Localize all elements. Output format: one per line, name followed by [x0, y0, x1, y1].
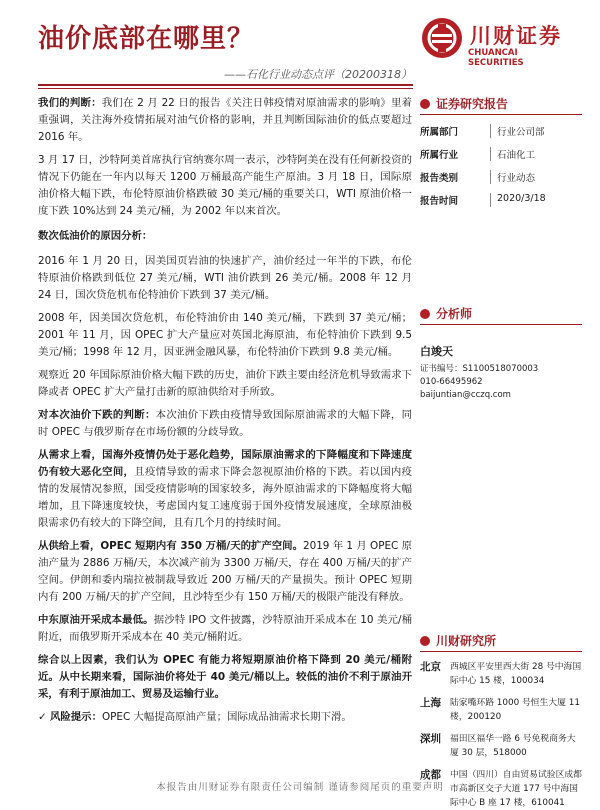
paragraph-conclusion [38, 652, 412, 703]
address-city: 成都 [420, 769, 441, 781]
logo-cn-text: 川财证券 [470, 23, 562, 48]
info-value: 行业公司部 [490, 124, 545, 138]
institute-section-title: 川财研究所 [436, 634, 497, 648]
conclusion-a: 综合以上因素，我们认为 OPEC 有能力将短期原油价格下降到 20 美元/桶附近。 [38, 654, 412, 683]
info-row-dept [420, 124, 582, 138]
analyst-phone: 010-66495962 [420, 377, 483, 387]
report-section-header [420, 95, 582, 115]
info-row-industry [420, 147, 582, 161]
info-key: 所属行业 [420, 150, 459, 161]
info-key: 所属部门 [420, 127, 459, 138]
paragraph-history: 观察近 20 年国际原油价格大幅下跌的历史，油价下跌主要由经济危机导致需求下降或者 OPEC 扩大产量打击新的原油供给对手所致。 [38, 369, 412, 398]
analyst-name: 白竣天 [420, 345, 453, 358]
address-city: 深圳 [420, 733, 441, 745]
info-key: 报告类别 [420, 173, 459, 184]
analyst-icon [420, 309, 430, 319]
company-logo [422, 16, 572, 68]
address-text: 西城区平安里西大街 28 号中海国际中心 15 楼，100034 [450, 662, 582, 686]
paragraph-saudi: 3 月 17 日，沙特阿美首席执行官纳赛尔周一表示，沙特阿美在没有任何新投资的情况下仍能在一年内以每天 1200 万桶最高产能生产原油。3 月 18 日，国际原油价格大幅下跌，布伦特原油价格跌破 30 美元/桶的重要关口，WTI 原油价格一度下跌 10%达到 24 美元/桶，为 2002 年以来首次。 [38, 154, 412, 217]
report-section-title: 证券研究报告 [436, 97, 509, 111]
demand-text: 且疫情导致的需求下降会忽视原油价格的下跌。若以国内疫情的发展情况参照，国受疫情影响的国家较多，海外原油需求的下降幅度将大幅增加，且下降速度较快，考虑国内复工速度弱于国外疫情发展速度，全球原油极限需求仍有较大的下降空间，且有几个月的持续时间。 [38, 466, 412, 529]
conclusion-b: 从中长期来看，国际油价将处于 40 美元/桶以上。较低的油价不利于原油开采，有利于原油加工、贸易及运输行业。 [38, 671, 412, 700]
logo-en-text: CHUANCAI SECURITIES [468, 48, 524, 68]
institute-section-header [420, 632, 582, 652]
analyst-section-header [420, 305, 582, 325]
current-lead: 对本次油价下跌的判断： [38, 409, 156, 421]
footer-disclaimer: 本报告由川财证券有限责任公司编制 谨请参阅尾页的重要声明 [156, 782, 444, 793]
analyst-cert: 证书编号：S1100518070003 [420, 364, 539, 374]
sidebar [420, 95, 582, 810]
paragraph-2008: 2008 年，因美国次贷危机，布伦特油价由 140 美元/桶，下跌到 37 美元/桶；2001 年 11 月，因 OPEC 扩大产量应对英国北海原油，布伦特油价下跌到 9.5 美元/桶；1998 年 12 月，因亚洲金融风暴，布伦特油价下跌到 9.8 美元/桶。 [38, 312, 412, 358]
info-row-date [420, 193, 582, 207]
address-text: 陆家嘴环路 1000 号恒生大厦 11 楼，200120 [450, 698, 580, 722]
paragraph-demand [38, 447, 412, 532]
info-value: 行业动态 [490, 170, 535, 184]
section-heading-causes: 数次低油价的原因分析： [38, 230, 153, 242]
logo-mark-icon [422, 18, 462, 58]
page-title: 油价底部在哪里？ [38, 24, 255, 54]
analyst-email[interactable]: baijuntian@cczq.com [420, 390, 511, 400]
paragraph-risk: ✓ 风险提示：OPEC 大幅提高原油产量；国际成品油需求长期下滑。 [38, 711, 352, 723]
supply-text: 2019 年 1 月 OPEC 原油产量为 2886 万桶/天，本次减产前为 3300 万桶/天，存在 400 万桶/天的扩产空间。伊朗和委内瑞拉被制裁导致近 200 万桶/天的产量损失。预计 OPEC 短期内有 200 万桶/天的扩产空间，且沙特至少有 150 万桶/天的极限产能没有释放。 [38, 540, 412, 603]
info-value: 2020/3/18 [490, 193, 546, 207]
report-body [38, 95, 412, 732]
address-shanghai [420, 696, 582, 724]
cost-text: 据沙特 IPO 文件披露，沙特原油开采成本在 10 美元/桶附近，而俄罗斯开采成本在 40 美元/桶附近。 [38, 614, 412, 643]
address-text: 中国（四川）自由贸易试验区成都市高新区交子大道 177 号中海国际中心 B 座 17 楼，610041 [450, 770, 582, 808]
demand-lead: 从需求上看，国海外疫情仍处于恶化趋势，国际原油需求的下降幅度和下降速度仍有较大恶化空间， [38, 449, 412, 478]
page-subtitle: ——石化行业动态点评（20200318） [224, 68, 412, 81]
address-text: 福田区福华一路 6 号免税商务大厦 30 层，518000 [450, 734, 576, 758]
paragraph-supply [38, 538, 412, 606]
current-text: 本次油价下跌由疫情导致国际原油需求的大幅下降，同时 OPEC 与俄罗斯存在市场份额的分歧导致。 [38, 409, 412, 438]
cost-lead: 中东原油开采成本最低。 [38, 614, 154, 626]
risk-lead: 风险提示： [50, 711, 102, 723]
info-key: 报告时间 [420, 196, 459, 207]
judgment-text: 我们在 2 月 22 日的报告《关注日韩疫情对原油需求的影响》里着重强调，关注海外疫情拓展对油气价格的影响，并且判断国际油价的低点要超过 2016 年。 [38, 97, 412, 143]
institute-icon [420, 636, 430, 646]
paragraph-judgment [38, 95, 412, 146]
address-city: 北京 [420, 661, 441, 673]
paragraph-current [38, 407, 412, 441]
info-value: 石油化工 [490, 147, 535, 161]
analyst-section-title: 分析师 [436, 307, 473, 321]
address-shenzhen [420, 732, 582, 760]
risk-text: OPEC 大幅提高原油产量；国际成品油需求长期下滑。 [101, 711, 352, 723]
paragraph-cost [38, 612, 412, 646]
paragraph-2016: 2016 年 1 月 20 日，因美国页岩油的快速扩产，油价经过一年半的下跌，布伦特原油价格跌到低位 27 美元/桶，WTI 油价跌到 26 美元/桶。2008 年 12 月 24 日，国次贷危机布伦特油价下跌到 37 美元/桶。 [38, 255, 412, 301]
address-beijing [420, 660, 582, 688]
judgment-lead: 我们的判断： [38, 97, 102, 109]
info-row-type [420, 170, 582, 184]
report-icon [420, 99, 430, 109]
address-city: 上海 [420, 697, 441, 709]
header-rule-thin [38, 88, 413, 89]
supply-lead: 从供给上看，OPEC 短期内有 350 万桶/天的扩产空间。 [38, 540, 303, 552]
header-rule [38, 84, 413, 86]
